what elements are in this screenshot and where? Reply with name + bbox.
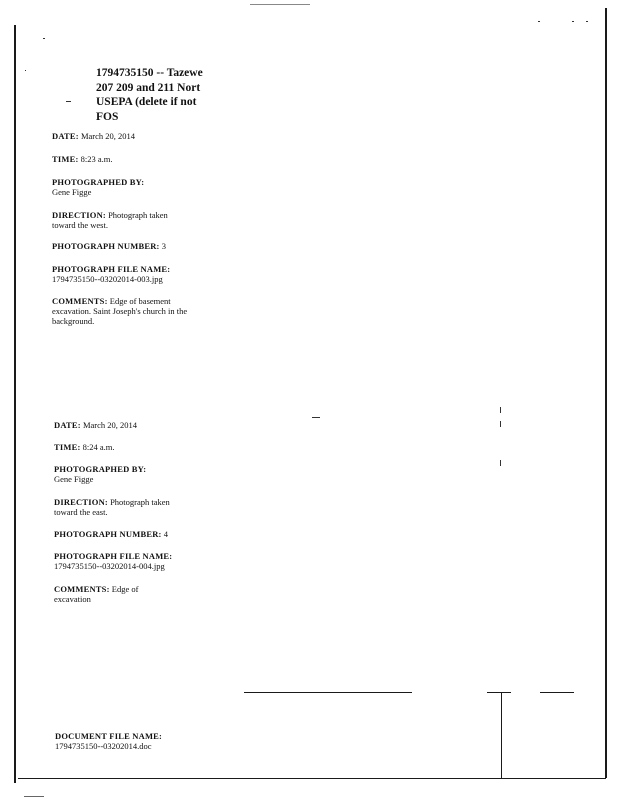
date-field: DATE: March 20, 2014: [54, 420, 138, 430]
footer-rule-right: [540, 692, 574, 693]
top-mark: [250, 4, 310, 5]
comments-field: COMMENTS: Edge of excavation: [54, 584, 139, 604]
photographer-field: PHOTOGRAPHED BY: Gene Figge: [52, 177, 145, 197]
footer-rule-short: [487, 692, 511, 693]
scan-speck: [312, 417, 320, 418]
scan-speck: [43, 38, 45, 39]
photo-file-field: PHOTOGRAPH FILE NAME: 1794735150--03202014-004.jpg: [54, 551, 173, 571]
header-line: USEPA (delete if not: [96, 96, 197, 108]
scan-speck: [66, 101, 71, 102]
bottom-margin-mark: [24, 796, 44, 797]
time-field: TIME: 8:24 a.m.: [54, 442, 115, 452]
document-header: [96, 66, 216, 124]
scan-speck: [500, 407, 501, 413]
time-field: TIME: 8:23 a.m.: [52, 154, 113, 164]
scan-speck: [538, 21, 540, 22]
footer-rule: [244, 692, 412, 693]
document-file-field: DOCUMENT FILE NAME: 1794735150--03202014.doc: [55, 731, 163, 751]
scan-speck: [25, 70, 26, 71]
date-field: DATE: March 20, 2014: [52, 131, 136, 141]
photo-number-field: PHOTOGRAPH NUMBER: 3: [52, 241, 166, 251]
photographer-field: PHOTOGRAPHED BY: Gene Figge: [54, 464, 147, 484]
scan-speck: [572, 21, 574, 22]
direction-field: DIRECTION: Photograph taken toward the west.: [52, 210, 168, 230]
scan-speck: [500, 460, 501, 466]
photo-file-field: PHOTOGRAPH FILE NAME: 1794735150--03202014-003.jpg: [52, 264, 171, 284]
direction-field: DIRECTION: Photograph taken toward the east.: [54, 497, 170, 517]
header-line: FOS: [96, 110, 119, 123]
header-line: 1794735150 -- Tazewe: [96, 67, 203, 79]
scan-speck: [500, 421, 501, 427]
comments-field: COMMENTS: Edge of basement excavation. Saint Joseph's church in the background.: [52, 296, 188, 326]
right-border: [605, 8, 607, 778]
scan-speck: [586, 21, 588, 22]
header-line: 207 209 and 211 Nort: [96, 81, 201, 94]
footer-divider: [501, 693, 502, 779]
photo-number-field: PHOTOGRAPH NUMBER: 4: [54, 529, 168, 539]
left-border: [14, 25, 16, 783]
bottom-border: [18, 778, 606, 779]
